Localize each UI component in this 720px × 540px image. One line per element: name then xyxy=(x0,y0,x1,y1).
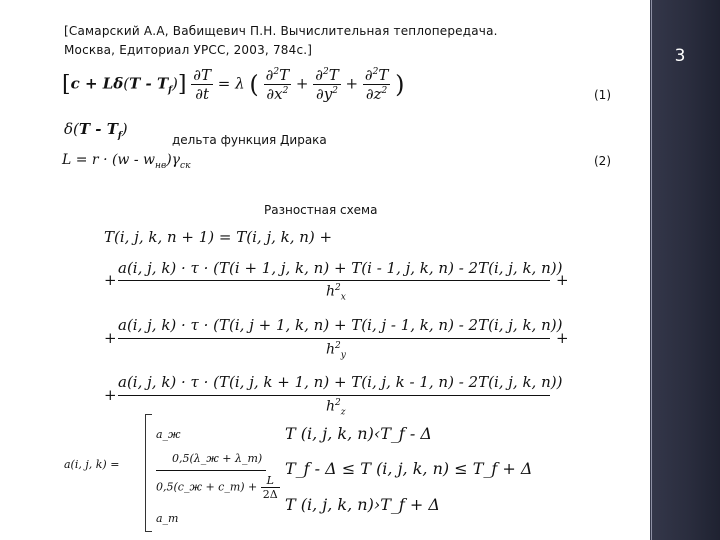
plus-x-left: + xyxy=(104,271,117,289)
equation-2: $L = r \cdot (w - w_{нв})\gamma_{ск}$ xyxy=(62,152,191,171)
x-term-denominator xyxy=(326,283,346,302)
page-number: 3 xyxy=(674,46,686,66)
case-2-den-2delta: 2Δ xyxy=(262,488,278,501)
case-3-value: a_т xyxy=(156,512,179,525)
piecewise-lhs: a(i, j, k) = xyxy=(64,458,120,471)
sidebar-divider xyxy=(651,0,652,540)
plus-y-right: + xyxy=(556,329,569,347)
reference-line-2: Москва, Едиториал УРСС, 2003, 784с.] xyxy=(64,43,313,57)
x-den-h: h xyxy=(326,283,336,300)
y-term-denominator xyxy=(326,341,346,360)
x-term-numerator: a(i, j, k) · τ · (T(i + 1, j, k, n) + T(i - 1, j, k, n) - 2T(i, j, k, n)) xyxy=(118,259,563,277)
condition-1: T (i, j, k, n)‹T_f - Δ xyxy=(285,424,432,443)
condition-2: T_f - Δ ≤ T (i, j, k, n) ≤ T_f + Δ xyxy=(285,459,533,478)
z-term-numerator: a(i, j, k) · τ · (T(i, j, k + 1, n) + T(i, j, k - 1, n) - 2T(i, j, k, n)) xyxy=(118,373,563,391)
case-2-fraction-line xyxy=(156,470,266,471)
case-2-den-frac xyxy=(261,474,280,501)
reference-citation xyxy=(64,22,498,60)
plus-y-left: + xyxy=(104,329,117,347)
plus-x-right: + xyxy=(556,271,569,289)
y-den-h: h xyxy=(326,341,336,358)
x-den-sub: x xyxy=(340,292,346,303)
y-term-numerator: a(i, j, k) · τ · (T(i, j + 1, k, n) + T(i, j - 1, k, n) - 2T(i, j, k, n)) xyxy=(118,316,563,334)
z-den-sub: z xyxy=(340,407,346,418)
plus-z-left: + xyxy=(104,386,117,404)
case-2-denominator xyxy=(156,474,280,501)
condition-3: T (i, j, k, n)›T_f + Δ xyxy=(285,495,440,514)
case-2-numerator: 0,5(λ_ж + λ_т) xyxy=(172,452,263,465)
dirac-label: дельта функция Дирака xyxy=(172,133,327,147)
x-den-exp: 2 xyxy=(335,283,341,293)
z-den-exp: 2 xyxy=(335,398,341,408)
z-term-denominator xyxy=(326,398,346,417)
x-term-fraction-line xyxy=(118,280,550,281)
z-term-fraction-line xyxy=(118,395,550,396)
scheme-line-1: T(i, j, k, n + 1) = T(i, j, k, n) + xyxy=(104,228,333,246)
reference-line-1: [Самарский А.А, Вабищевич П.Н. Вычислительная теплопередача. xyxy=(64,24,498,38)
equation-2-number: (2) xyxy=(594,154,611,168)
case-1-value: a_ж xyxy=(156,428,181,441)
equation-1-number: (1) xyxy=(594,88,611,102)
z-den-h: h xyxy=(326,398,336,415)
scheme-title: Разностная схема xyxy=(264,203,378,217)
case-2-den-L: L xyxy=(261,474,280,488)
equation-1: $[c + L\delta(T - T_f)]$ $\frac{\partial T}{\partial t}$ = λ ( $\frac{\partial^2T}{\partial x^2}$ + $\frac{\partial^2T}{\partial y^2}$ + $\frac{\partial^2T}{\partial z^2}$ ) xyxy=(62,66,405,103)
y-term-fraction-line xyxy=(118,338,550,339)
case-2-den-pre: 0,5(c_ж + c_т) + xyxy=(156,480,258,494)
piecewise-brace xyxy=(145,414,152,532)
y-den-sub: y xyxy=(340,350,346,361)
y-den-exp: 2 xyxy=(335,341,341,351)
dirac-delta-expression: $\delta(T - T_f)$ xyxy=(64,120,128,141)
slide-sidebar xyxy=(650,0,720,540)
